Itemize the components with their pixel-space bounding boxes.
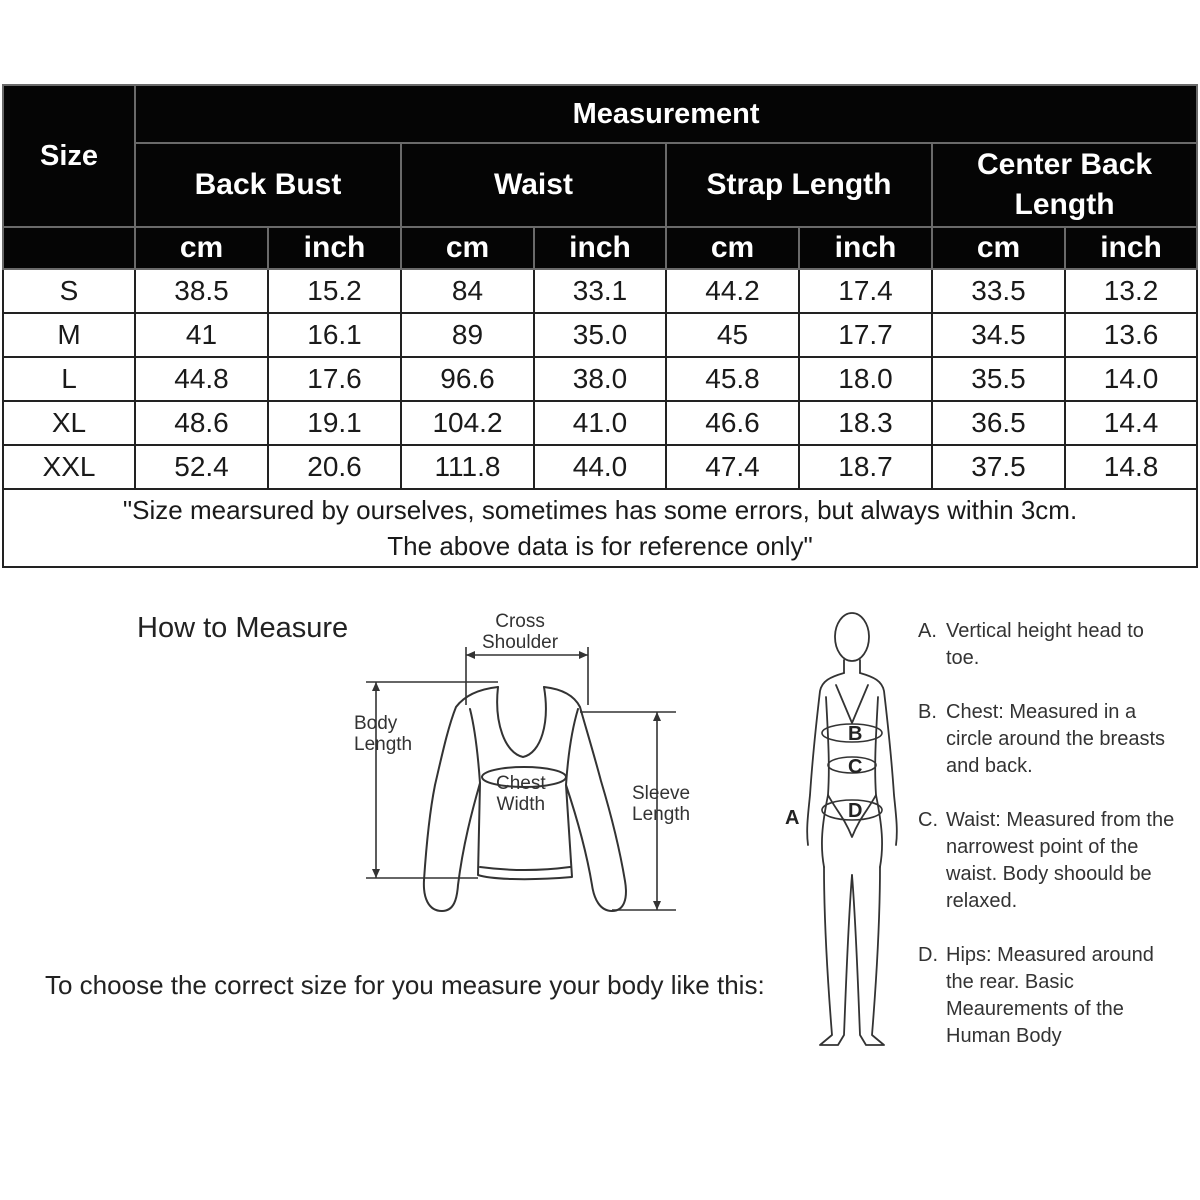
legend-item-a: A. Vertical height head to toe. (918, 620, 1144, 669)
value-cell: 18.0 (799, 357, 932, 401)
value-cell: 47.4 (666, 445, 799, 489)
garment-left-seam (470, 709, 480, 783)
figure-label-d: D (848, 800, 863, 822)
value-cell: 17.4 (799, 269, 932, 313)
body-figure-illustration (780, 605, 910, 1060)
arrow-head (372, 869, 380, 878)
arrow-head (653, 712, 661, 721)
garment-hem-line (480, 867, 570, 870)
cross-shoulder-label: Cross Shoulder (482, 611, 559, 653)
size-cell: S (3, 269, 135, 313)
arrow-head (372, 682, 380, 691)
value-cell: 41 (135, 313, 268, 357)
figure-label-a: A (785, 807, 800, 829)
table-row (3, 313, 1197, 357)
table-note (3, 489, 1197, 567)
unit-header: inch (799, 227, 932, 269)
value-cell: 15.2 (268, 269, 401, 313)
value-cell: 19.1 (268, 401, 401, 445)
garment-illustration (330, 605, 730, 925)
measurement-legend (918, 618, 1178, 1050)
value-cell: 36.5 (932, 401, 1065, 445)
value-cell: 14.4 (1065, 401, 1197, 445)
figure-neck (844, 660, 860, 673)
arrow-head (466, 651, 475, 659)
unit-header: cm (401, 227, 534, 269)
value-cell: 14.0 (1065, 357, 1197, 401)
size-cell: L (3, 357, 135, 401)
value-cell: 33.1 (534, 269, 666, 313)
value-cell: 96.6 (401, 357, 534, 401)
size-cell: M (3, 313, 135, 357)
measurement-header: Measurement (135, 85, 1197, 143)
garment-right-seam (566, 709, 578, 785)
figure-left-leg (820, 867, 852, 1045)
value-cell: 44.2 (666, 269, 799, 313)
value-cell: 35.5 (932, 357, 1065, 401)
unit-header: inch (1065, 227, 1197, 269)
value-cell: 44.8 (135, 357, 268, 401)
table-note-row (3, 489, 1197, 567)
size-cell: XXL (3, 445, 135, 489)
figure-right-torso (875, 697, 882, 867)
value-cell: 46.6 (666, 401, 799, 445)
size-column-header: Size (3, 85, 135, 227)
size-cell: XL (3, 401, 135, 445)
figure-label-b: B (848, 723, 863, 745)
unit-header: inch (268, 227, 401, 269)
unit-header: cm (135, 227, 268, 269)
value-cell: 18.3 (799, 401, 932, 445)
size-rows (3, 269, 1197, 489)
value-cell: 41.0 (534, 401, 666, 445)
legend-item-d: D. Hips: Measured around the rear. Basic Meaurements of the Human Body (918, 944, 1154, 1047)
table-row (3, 269, 1197, 313)
figure-right-leg (852, 867, 884, 1045)
body-figure (780, 605, 910, 1060)
unit-header: cm (666, 227, 799, 269)
unit-header: inch (534, 227, 666, 269)
value-cell: 17.7 (799, 313, 932, 357)
value-cell: 37.5 (932, 445, 1065, 489)
measure-instruction: To choose the correct size for you measure your body like this: (45, 970, 765, 1000)
group-header-back-bust: Back Bust (135, 143, 401, 227)
group-header-waist: Waist (401, 143, 666, 227)
table-note-line-1: "Size mearsured by ourselves, sometimes has some errors, but always within 3cm. (122, 495, 1078, 525)
value-cell: 13.6 (1065, 313, 1197, 357)
value-cell: 38.0 (534, 357, 666, 401)
unit-header: cm (932, 227, 1065, 269)
legend-item-c: C. Waist: Measured from the narrowest point of the waist. Body shoould be relaxed. (918, 809, 1175, 912)
chest-width-label: Chest Width (496, 773, 546, 815)
figure-neckline (836, 685, 868, 723)
value-cell: 13.2 (1065, 269, 1197, 313)
figure-left-torso (822, 697, 829, 867)
value-cell: 45.8 (666, 357, 799, 401)
legend-item-b: B. Chest: Measured in a circle around the breasts and back. (918, 701, 1166, 777)
arrow-head (653, 901, 661, 910)
value-cell: 44.0 (534, 445, 666, 489)
value-cell: 45 (666, 313, 799, 357)
group-header-strap-length: Strap Length (666, 143, 932, 227)
value-cell: 38.5 (135, 269, 268, 313)
value-cell: 17.6 (268, 357, 401, 401)
value-cell: 14.8 (1065, 445, 1197, 489)
value-cell: 35.0 (534, 313, 666, 357)
sleeve-length-label: Sleeve Length (632, 783, 691, 825)
size-chart-table (2, 84, 1198, 568)
table-row (3, 401, 1197, 445)
group-header-center-back-length: Center Back Length (932, 143, 1197, 227)
figure-head (835, 613, 869, 661)
garment-diagram (330, 605, 730, 925)
value-cell: 48.6 (135, 401, 268, 445)
figure-label-c: C (848, 756, 863, 778)
how-to-measure-title: How to Measure (137, 612, 349, 644)
value-cell: 84 (401, 269, 534, 313)
value-cell: 33.5 (932, 269, 1065, 313)
table-note-line-2: The above data is for reference only" (387, 531, 813, 561)
value-cell: 104.2 (401, 401, 534, 445)
table-row (3, 357, 1197, 401)
size-header-spacer (3, 227, 135, 269)
value-cell: 16.1 (268, 313, 401, 357)
value-cell: 111.8 (401, 445, 534, 489)
garment-neckline (497, 687, 546, 757)
value-cell: 18.7 (799, 445, 932, 489)
value-cell: 20.6 (268, 445, 401, 489)
table-row (3, 445, 1197, 489)
body-length-label: Body Length (354, 713, 413, 755)
value-cell: 89 (401, 313, 534, 357)
value-cell: 52.4 (135, 445, 268, 489)
value-cell: 34.5 (932, 313, 1065, 357)
arrow-head (579, 651, 588, 659)
